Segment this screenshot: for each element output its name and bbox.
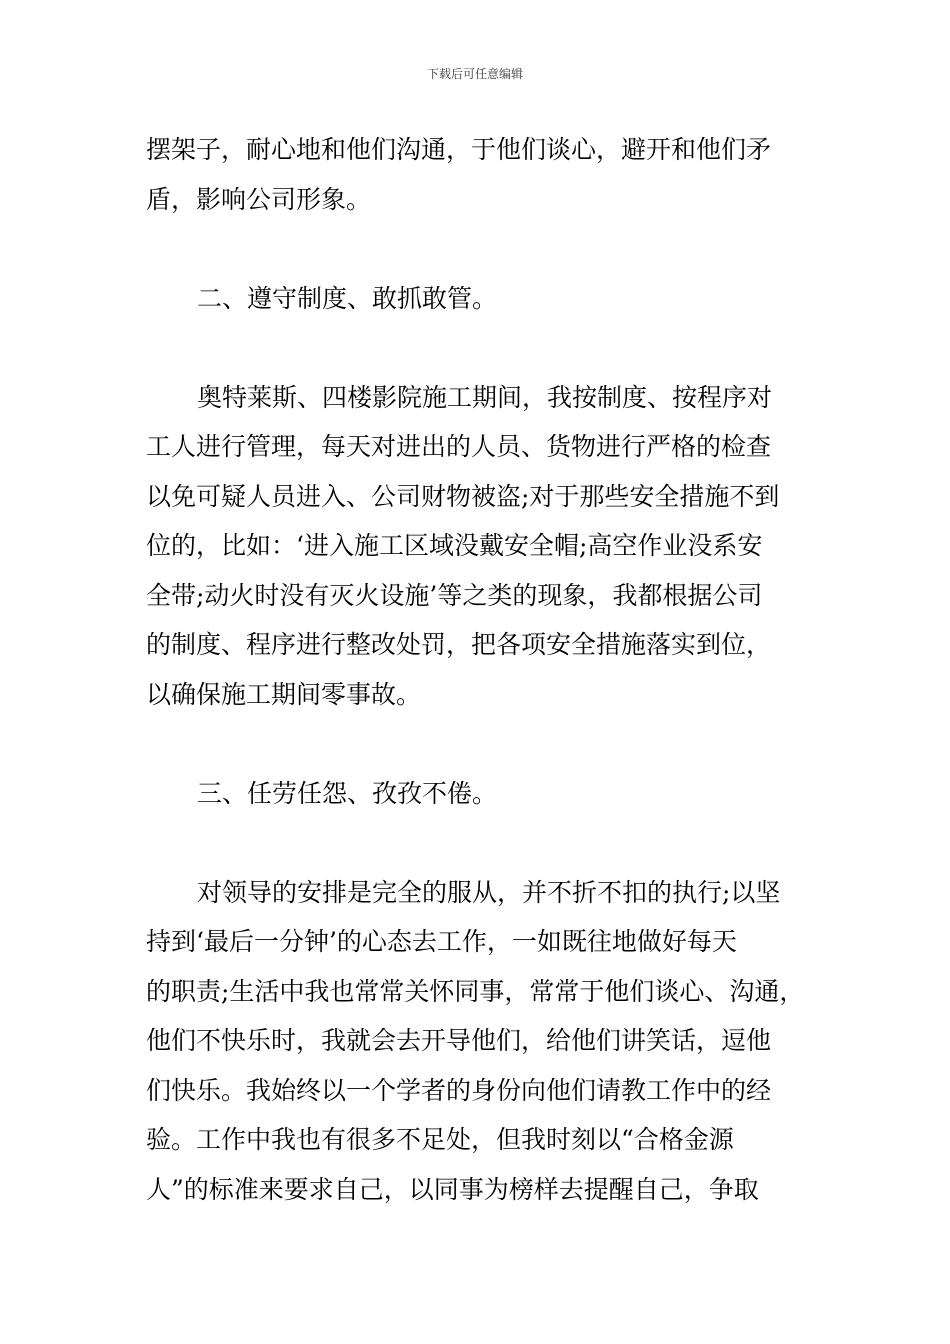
paragraph-spacer xyxy=(146,224,806,274)
section-heading-2 xyxy=(146,274,806,324)
paragraph-spacer xyxy=(146,323,806,373)
text-line: 验。工作中我也有很多不足处，但我时刻以“合格金源 xyxy=(146,1125,734,1154)
text-line: 们快乐。我始终以一个学者的身份向他们请教工作中的经 xyxy=(146,1075,772,1105)
text-line: 位的，比如：‘进入施工区域没戴安全帽;高空作业没系安 xyxy=(146,531,763,560)
paragraph-spacer xyxy=(146,818,806,868)
paragraph-spacer xyxy=(146,719,806,769)
heading-line: 三、任劳任怨、孜孜不倦。 xyxy=(197,778,498,808)
text-line: 人”的标准来要求自己，以同事为榜样去提醒自己，争取 xyxy=(146,1174,759,1204)
text-line: 的制度、程序进行整改处罚，把各项安全措施落实到位， xyxy=(146,630,772,659)
text-line: 奥特莱斯、四楼影院施工期间，我按制度、按程序对 xyxy=(197,382,773,412)
text-line: 以确保施工期间零事故。 xyxy=(146,679,422,709)
text-line: 他们不快乐时，我就会去开导他们，给他们讲笑话，逗他 xyxy=(146,1026,772,1055)
heading-line: 二、遵守制度、敢抓敢管。 xyxy=(197,283,498,313)
text-line: 持到‘最后一分钟’的心态去工作，一如既往地做好每天 xyxy=(146,927,737,956)
document-body xyxy=(146,125,806,1214)
section-heading-3 xyxy=(146,769,806,819)
paragraph-safety-management xyxy=(146,373,806,720)
text-line: 全带;动火时没有灭火设施’等之类的现象，我都根据公司 xyxy=(146,580,763,610)
text-line: 盾，影响公司形象。 xyxy=(146,184,372,214)
text-line: 工人进行管理，每天对进出的人员、货物进行严格的检查 xyxy=(146,432,772,461)
text-line: 的职责;生活中我也常常关怀同事，常常于他们谈心、沟通， xyxy=(146,976,805,1006)
page-header: 下载后可任意编辑 xyxy=(426,67,523,81)
paragraph-diligence xyxy=(146,868,806,1215)
text-line: 以免可疑人员进入、公司财物被盗;对于那些安全措施不到 xyxy=(146,481,780,511)
text-line: 对领导的安排是完全的服从，并不折不扣的执行;以坚 xyxy=(197,877,781,907)
paragraph-continuation xyxy=(146,125,806,224)
text-line: 摆架子，耐心地和他们沟通，于他们谈心，避开和他们矛 xyxy=(146,135,772,164)
